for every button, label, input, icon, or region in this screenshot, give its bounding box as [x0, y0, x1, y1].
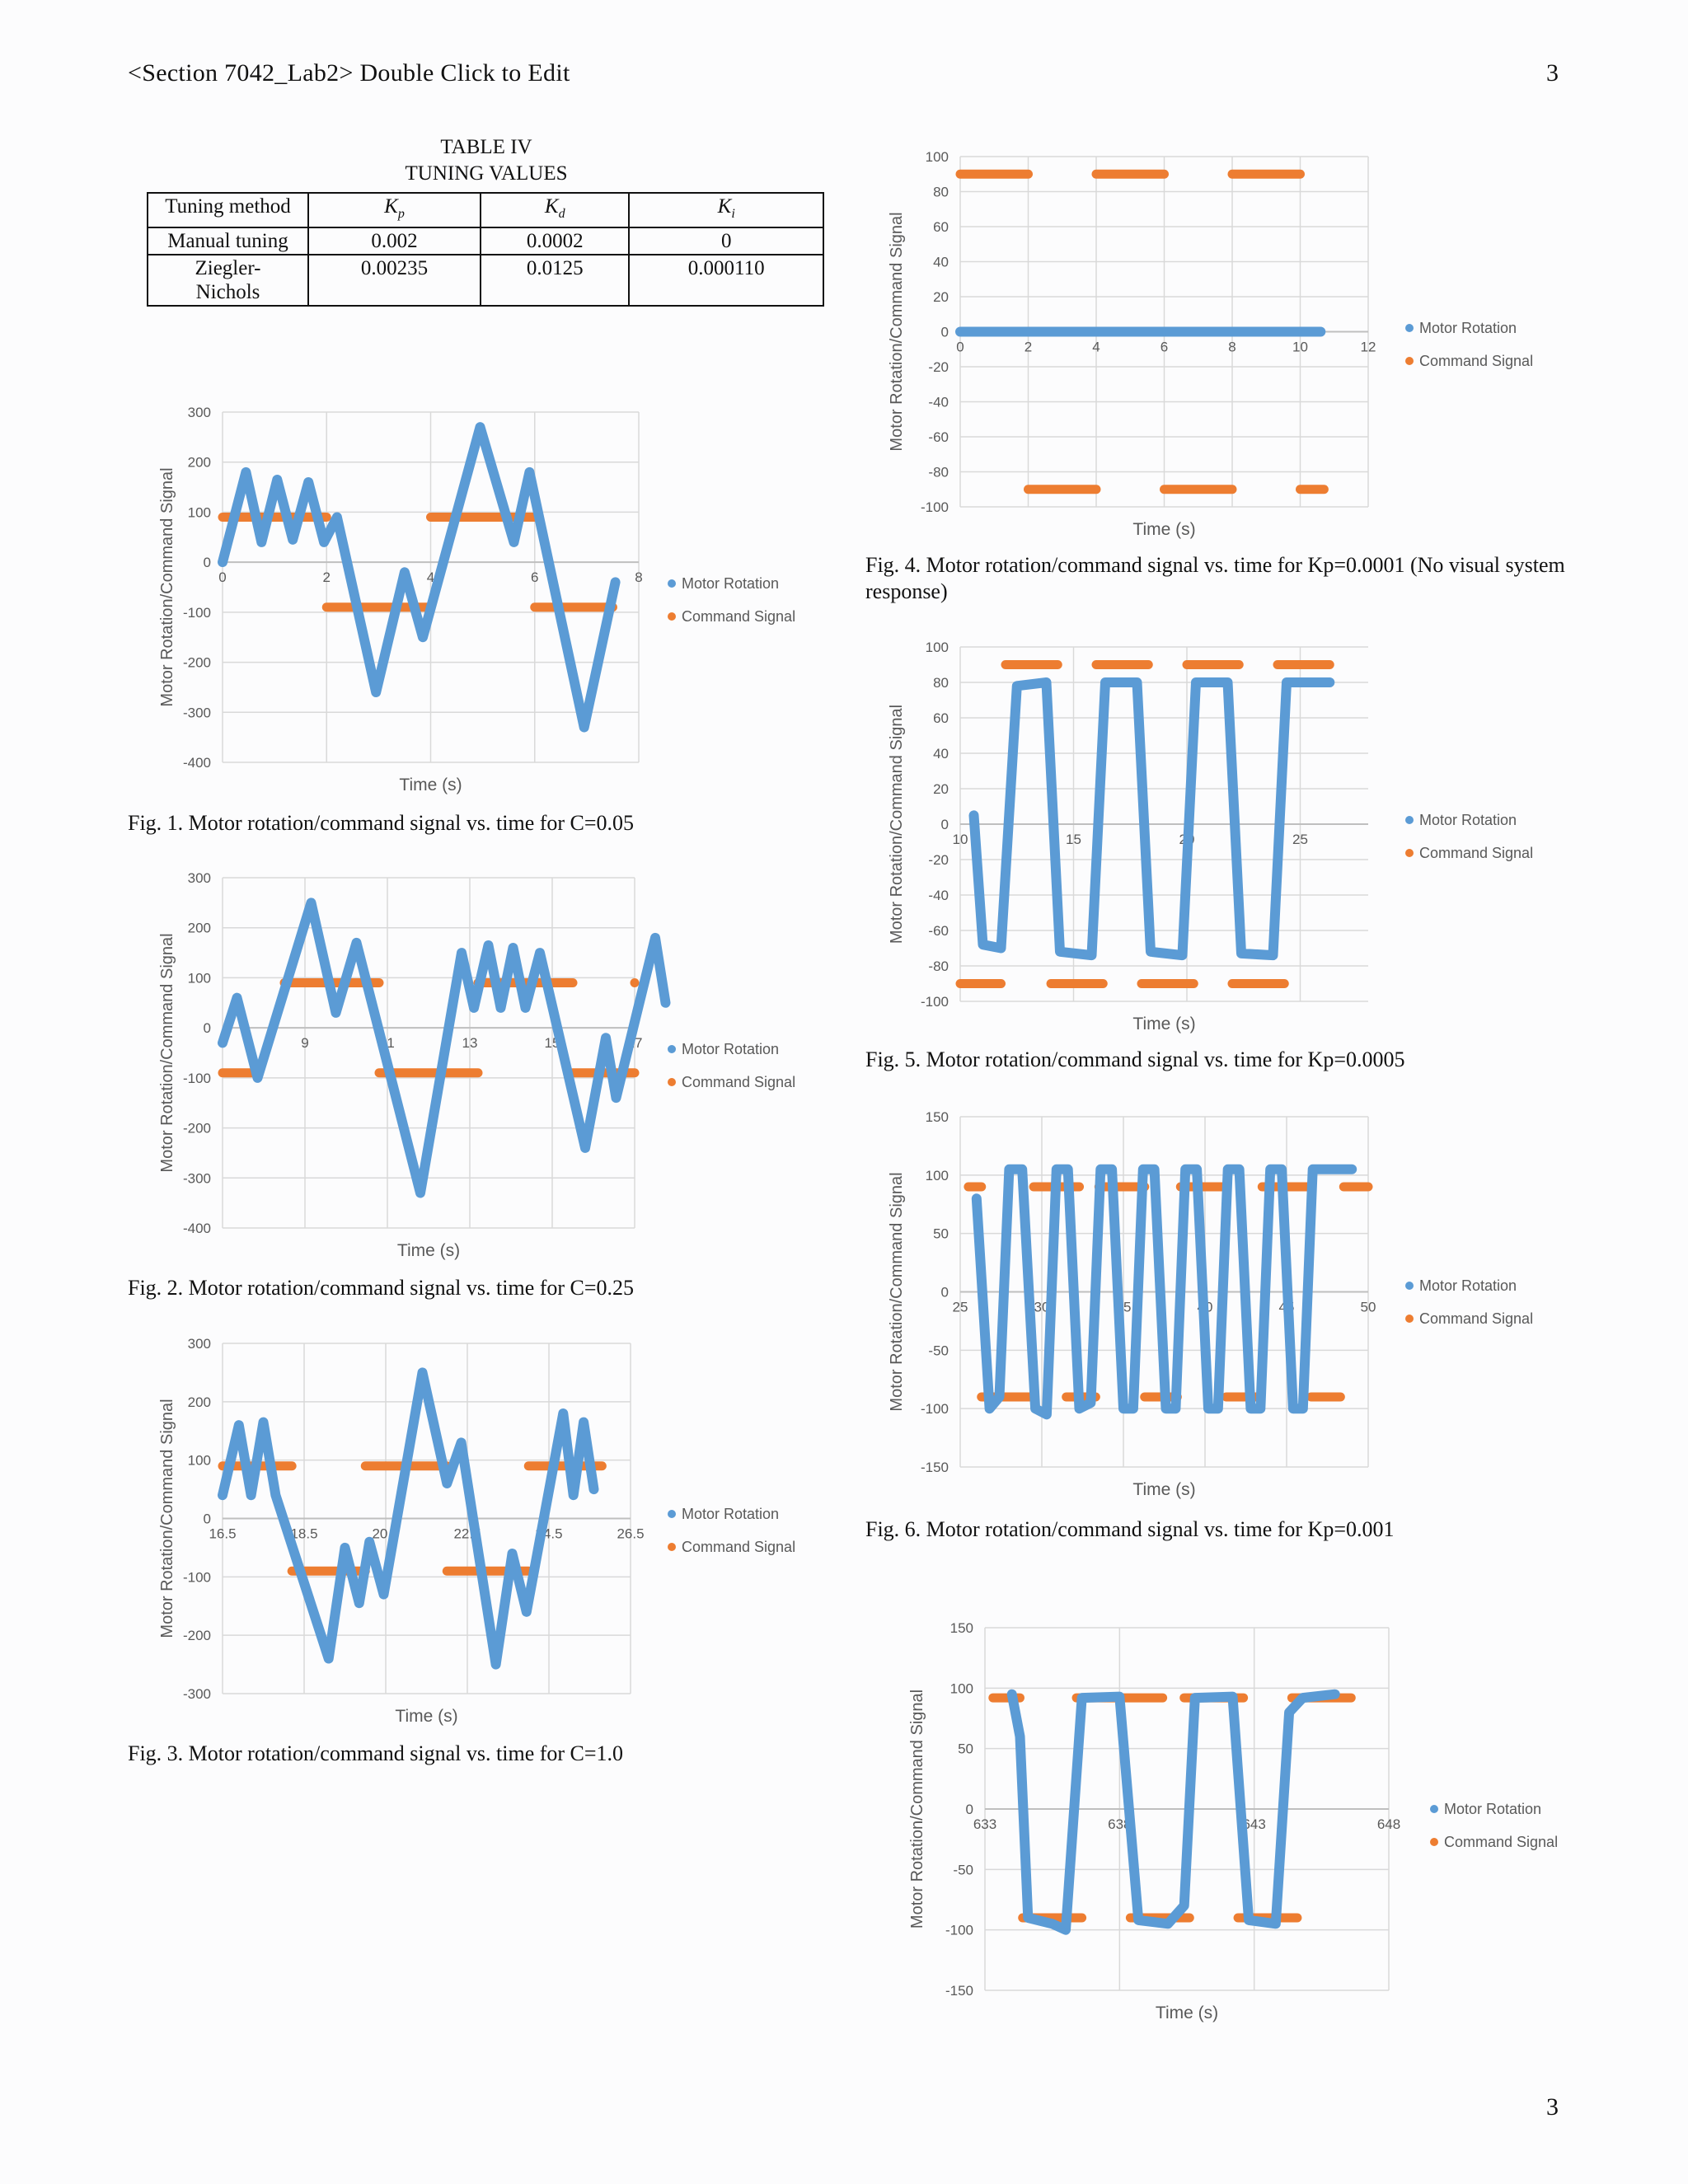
y-tick-label: -20 — [928, 852, 949, 868]
x-tick-label: 638 — [1108, 1816, 1132, 1832]
table-row — [148, 227, 823, 255]
x-tick-label: 30 — [1034, 1299, 1050, 1315]
x-tick-label: 12 — [1360, 339, 1376, 355]
x-tick-label: 8 — [1228, 339, 1236, 355]
running-header: <Section 7042_Lab2> Double Click to Edit — [128, 59, 570, 87]
legend-motor-marker — [1430, 1805, 1438, 1813]
y-tick-label: 60 — [933, 219, 949, 235]
x-tick-label: 2 — [1024, 339, 1033, 355]
header-kd-subscript: d — [558, 207, 565, 221]
header-kd — [481, 193, 629, 227]
table-row — [148, 255, 823, 306]
y-tick-label: 40 — [933, 254, 949, 270]
header-ki-subscript: i — [731, 207, 735, 221]
y-tick-label: -100 — [920, 994, 949, 1010]
legend-motor-marker — [668, 1510, 676, 1518]
chart-fig4 — [874, 140, 1591, 539]
motor-rotation-series — [223, 902, 666, 1193]
y-tick-label: -200 — [182, 654, 211, 671]
legend-command-label: Command Signal — [682, 608, 796, 625]
chart-svg — [874, 635, 1591, 1033]
y-tick-label: -150 — [945, 1983, 973, 1999]
x-axis-title: Time (s) — [1132, 520, 1196, 539]
y-tick-label: 0 — [940, 1284, 949, 1301]
x-tick-label: 16.5 — [209, 1526, 237, 1542]
y-tick-label: 0 — [965, 1802, 973, 1817]
y-axis-title: Motor Rotation/Command Signal — [158, 1399, 176, 1638]
page-number-top: 3 — [1546, 59, 1559, 87]
x-tick-label: 648 — [1376, 1816, 1401, 1832]
y-tick-label: -300 — [182, 1170, 211, 1187]
x-tick-label: 9 — [301, 1035, 309, 1052]
legend-command-marker — [1405, 357, 1414, 365]
header-ki — [629, 193, 823, 227]
chart-svg — [144, 396, 820, 794]
x-tick-label: 17 — [626, 1035, 643, 1052]
y-tick-label: 300 — [187, 1336, 211, 1352]
y-tick-label: -100 — [182, 1070, 211, 1086]
x-tick-label: 2 — [322, 569, 331, 586]
legend-motor-marker — [1405, 816, 1414, 824]
y-tick-label: -400 — [182, 1221, 211, 1236]
chart-svg — [874, 1100, 1591, 1499]
x-tick-label: 7 — [218, 1035, 227, 1052]
legend-command-label: Command Signal — [1419, 1310, 1534, 1327]
y-tick-label: -200 — [182, 1120, 211, 1137]
x-tick-label: 0 — [956, 339, 964, 355]
y-tick-label: -300 — [182, 705, 211, 721]
header-ki-symbol: K — [717, 195, 732, 218]
y-tick-label: 200 — [187, 454, 211, 471]
x-tick-label: 20 — [1179, 832, 1195, 847]
cell-method: Manual tuning — [148, 227, 308, 255]
y-tick-label: -100 — [182, 1569, 211, 1586]
y-tick-label: 150 — [950, 1620, 973, 1636]
y-tick-label: 0 — [203, 1511, 211, 1527]
y-tick-label: 100 — [925, 149, 949, 165]
y-tick-label: 80 — [933, 184, 949, 200]
y-tick-label: 20 — [933, 289, 949, 305]
legend-command-marker — [1430, 1838, 1438, 1846]
chart-svg — [144, 1331, 820, 1726]
y-tick-label: 20 — [933, 781, 949, 797]
motor-rotation-series — [1012, 1694, 1335, 1930]
caption-fig6: Fig. 6. Motor rotation/command signal vs. time for Kp=0.001 — [865, 1517, 1395, 1541]
y-tick-label: 50 — [933, 1226, 949, 1242]
y-tick-label: -150 — [920, 1460, 949, 1475]
caption-fig5: Fig. 5. Motor rotation/command signal vs. time for Kp=0.0005 — [865, 1047, 1405, 1071]
y-tick-label: 50 — [958, 1741, 973, 1757]
x-tick-label: 6 — [531, 569, 539, 586]
page-number-bottom: 3 — [1546, 2093, 1559, 2121]
y-axis-title: Motor Rotation/Command Signal — [888, 704, 906, 944]
x-tick-label: 6 — [1160, 339, 1169, 355]
y-axis-title: Motor Rotation/Command Signal — [158, 467, 176, 707]
y-tick-label: -80 — [928, 958, 949, 974]
legend-command-label: Command Signal — [1419, 845, 1534, 861]
x-axis-title: Time (s) — [1155, 2004, 1219, 2022]
cell-kd: 0.0002 — [481, 227, 629, 255]
chart-svg — [894, 1611, 1611, 2023]
chart-fig2 — [144, 861, 820, 1260]
y-tick-label: -40 — [928, 888, 949, 903]
y-tick-label: 0 — [203, 555, 211, 571]
table-title: TUNING VALUES — [405, 162, 568, 185]
x-tick-label: 4 — [426, 569, 435, 586]
y-tick-label: 0 — [940, 817, 949, 832]
y-tick-label: 100 — [187, 1452, 211, 1469]
legend-command-label: Command Signal — [1419, 353, 1534, 369]
x-axis-title: Time (s) — [1132, 1015, 1196, 1033]
y-tick-label: 150 — [925, 1109, 949, 1125]
x-tick-label: 22.5 — [453, 1526, 481, 1542]
x-tick-label: 25 — [952, 1299, 968, 1315]
legend-command-label: Command Signal — [1444, 1834, 1559, 1850]
header-kp — [308, 193, 481, 227]
y-tick-label: 100 — [187, 970, 211, 987]
x-tick-label: 13 — [462, 1035, 478, 1052]
legend-command-marker — [668, 1078, 676, 1086]
x-tick-label: 15 — [544, 1035, 560, 1052]
chart-fig3 — [144, 1331, 820, 1726]
y-tick-label: 100 — [925, 640, 949, 655]
legend-motor-marker — [1405, 324, 1414, 332]
y-tick-label: -80 — [928, 464, 949, 480]
chart-fig5 — [874, 635, 1591, 1033]
legend-motor-marker — [1405, 1282, 1414, 1290]
y-tick-label: -300 — [182, 1686, 211, 1702]
x-tick-label: 633 — [973, 1816, 997, 1832]
header-kp-symbol: K — [384, 195, 398, 218]
y-tick-label: 80 — [933, 675, 949, 691]
legend-motor-label: Motor Rotation — [682, 1041, 780, 1057]
motor-rotation-series — [974, 682, 1330, 955]
y-axis-title: Motor Rotation/Command Signal — [888, 212, 906, 452]
y-tick-label: 0 — [203, 1020, 211, 1037]
y-tick-label: -60 — [928, 923, 949, 939]
y-tick-label: 200 — [187, 1394, 211, 1410]
y-tick-label: 100 — [187, 504, 211, 521]
x-tick-label: 50 — [1360, 1299, 1376, 1315]
chart-fig1 — [144, 396, 820, 794]
legend-command-marker — [668, 1543, 676, 1551]
x-tick-label: 18.5 — [290, 1526, 318, 1542]
x-tick-label: 8 — [635, 569, 643, 586]
y-tick-label: -60 — [928, 429, 949, 445]
x-tick-label: 643 — [1242, 1816, 1266, 1832]
y-tick-label: 300 — [187, 405, 211, 420]
cell-kp: 0.00235 — [308, 255, 481, 306]
y-tick-label: 100 — [950, 1680, 973, 1697]
x-tick-label: 45 — [1278, 1299, 1295, 1315]
x-tick-label: 35 — [1115, 1299, 1132, 1315]
x-axis-title: Time (s) — [396, 1241, 461, 1260]
cell-method: Ziegler- Nichols — [148, 255, 308, 306]
caption-fig4: Fig. 4. Motor rotation/command signal vs. time for Kp=0.0001 (No visual system response) — [865, 553, 1565, 603]
y-tick-label: 300 — [187, 870, 211, 886]
x-tick-label: 20.5 — [372, 1526, 400, 1542]
y-tick-label: -100 — [945, 1922, 973, 1938]
header-kp-subscript: p — [397, 207, 405, 221]
legend-command-label: Command Signal — [682, 1539, 796, 1555]
legend-command-marker — [1405, 849, 1414, 857]
legend-motor-label: Motor Rotation — [682, 575, 780, 592]
y-tick-label: -400 — [182, 755, 211, 771]
legend-motor-marker — [668, 579, 676, 588]
legend-motor-label: Motor Rotation — [1419, 320, 1517, 336]
y-tick-label: -100 — [182, 604, 211, 621]
legend-command-marker — [1405, 1315, 1414, 1323]
cell-ki: 0.000110 — [629, 255, 823, 306]
x-axis-title: Time (s) — [395, 1707, 458, 1726]
caption-fig3: Fig. 3. Motor rotation/command signal vs. time for C=1.0 — [128, 1741, 624, 1765]
y-tick-label: 40 — [933, 746, 949, 762]
x-tick-label: 10 — [1292, 339, 1308, 355]
x-tick-label: 15 — [1066, 832, 1081, 847]
cell-ki: 0 — [629, 227, 823, 255]
y-tick-label: -100 — [920, 1401, 949, 1418]
legend-motor-label: Motor Rotation — [1419, 1277, 1517, 1294]
motor-rotation-series — [223, 427, 616, 727]
x-axis-title: Time (s) — [1132, 1480, 1196, 1499]
y-tick-label: -50 — [953, 1862, 973, 1878]
chart-svg — [874, 140, 1591, 539]
tuning-values-table — [147, 192, 824, 307]
y-tick-label: -20 — [928, 359, 949, 375]
legend-motor-label: Motor Rotation — [1444, 1801, 1542, 1817]
y-tick-label: 200 — [187, 920, 211, 936]
x-tick-label: 24.5 — [535, 1526, 563, 1542]
y-tick-label: 60 — [933, 710, 949, 726]
y-tick-label: 0 — [940, 324, 949, 340]
x-axis-title: Time (s) — [399, 776, 462, 794]
x-tick-label: 26.5 — [617, 1526, 645, 1542]
caption-fig1: Fig. 1. Motor rotation/command signal vs. time for C=0.05 — [128, 811, 635, 835]
x-tick-label: 25 — [1292, 832, 1308, 847]
table-number: TABLE IV — [440, 136, 532, 158]
x-tick-label: 0 — [218, 569, 227, 586]
y-axis-title: Motor Rotation/Command Signal — [158, 933, 176, 1173]
chart-svg — [144, 861, 820, 1260]
legend-command-marker — [668, 612, 676, 621]
legend-command-label: Command Signal — [682, 1074, 796, 1090]
legend-motor-label: Motor Rotation — [1419, 812, 1517, 828]
table-header-row — [148, 193, 823, 227]
x-tick-label: 40 — [1197, 1299, 1213, 1315]
y-tick-label: -40 — [928, 394, 949, 410]
x-tick-label: 4 — [1092, 339, 1100, 355]
header-kd-symbol: K — [544, 195, 559, 218]
header-method: Tuning method — [148, 193, 308, 227]
y-tick-label: -100 — [920, 499, 949, 515]
y-tick-label: -50 — [928, 1343, 949, 1359]
y-tick-label: 100 — [925, 1167, 949, 1183]
legend-motor-marker — [668, 1045, 676, 1053]
y-axis-title: Motor Rotation/Command Signal — [888, 1172, 906, 1412]
y-axis-title: Motor Rotation/Command Signal — [908, 1689, 926, 1929]
x-tick-label: 10 — [952, 832, 968, 847]
chart-fig6 — [874, 1100, 1591, 1499]
x-tick-label: 11 — [380, 1035, 395, 1052]
y-tick-label: -200 — [182, 1628, 211, 1644]
caption-fig2: Fig. 2. Motor rotation/command signal vs. time for C=0.25 — [128, 1276, 635, 1300]
chart-fig7 — [894, 1611, 1611, 2023]
cell-kp: 0.002 — [308, 227, 481, 255]
cell-kd: 0.0125 — [481, 255, 629, 306]
legend-motor-label: Motor Rotation — [682, 1506, 780, 1522]
